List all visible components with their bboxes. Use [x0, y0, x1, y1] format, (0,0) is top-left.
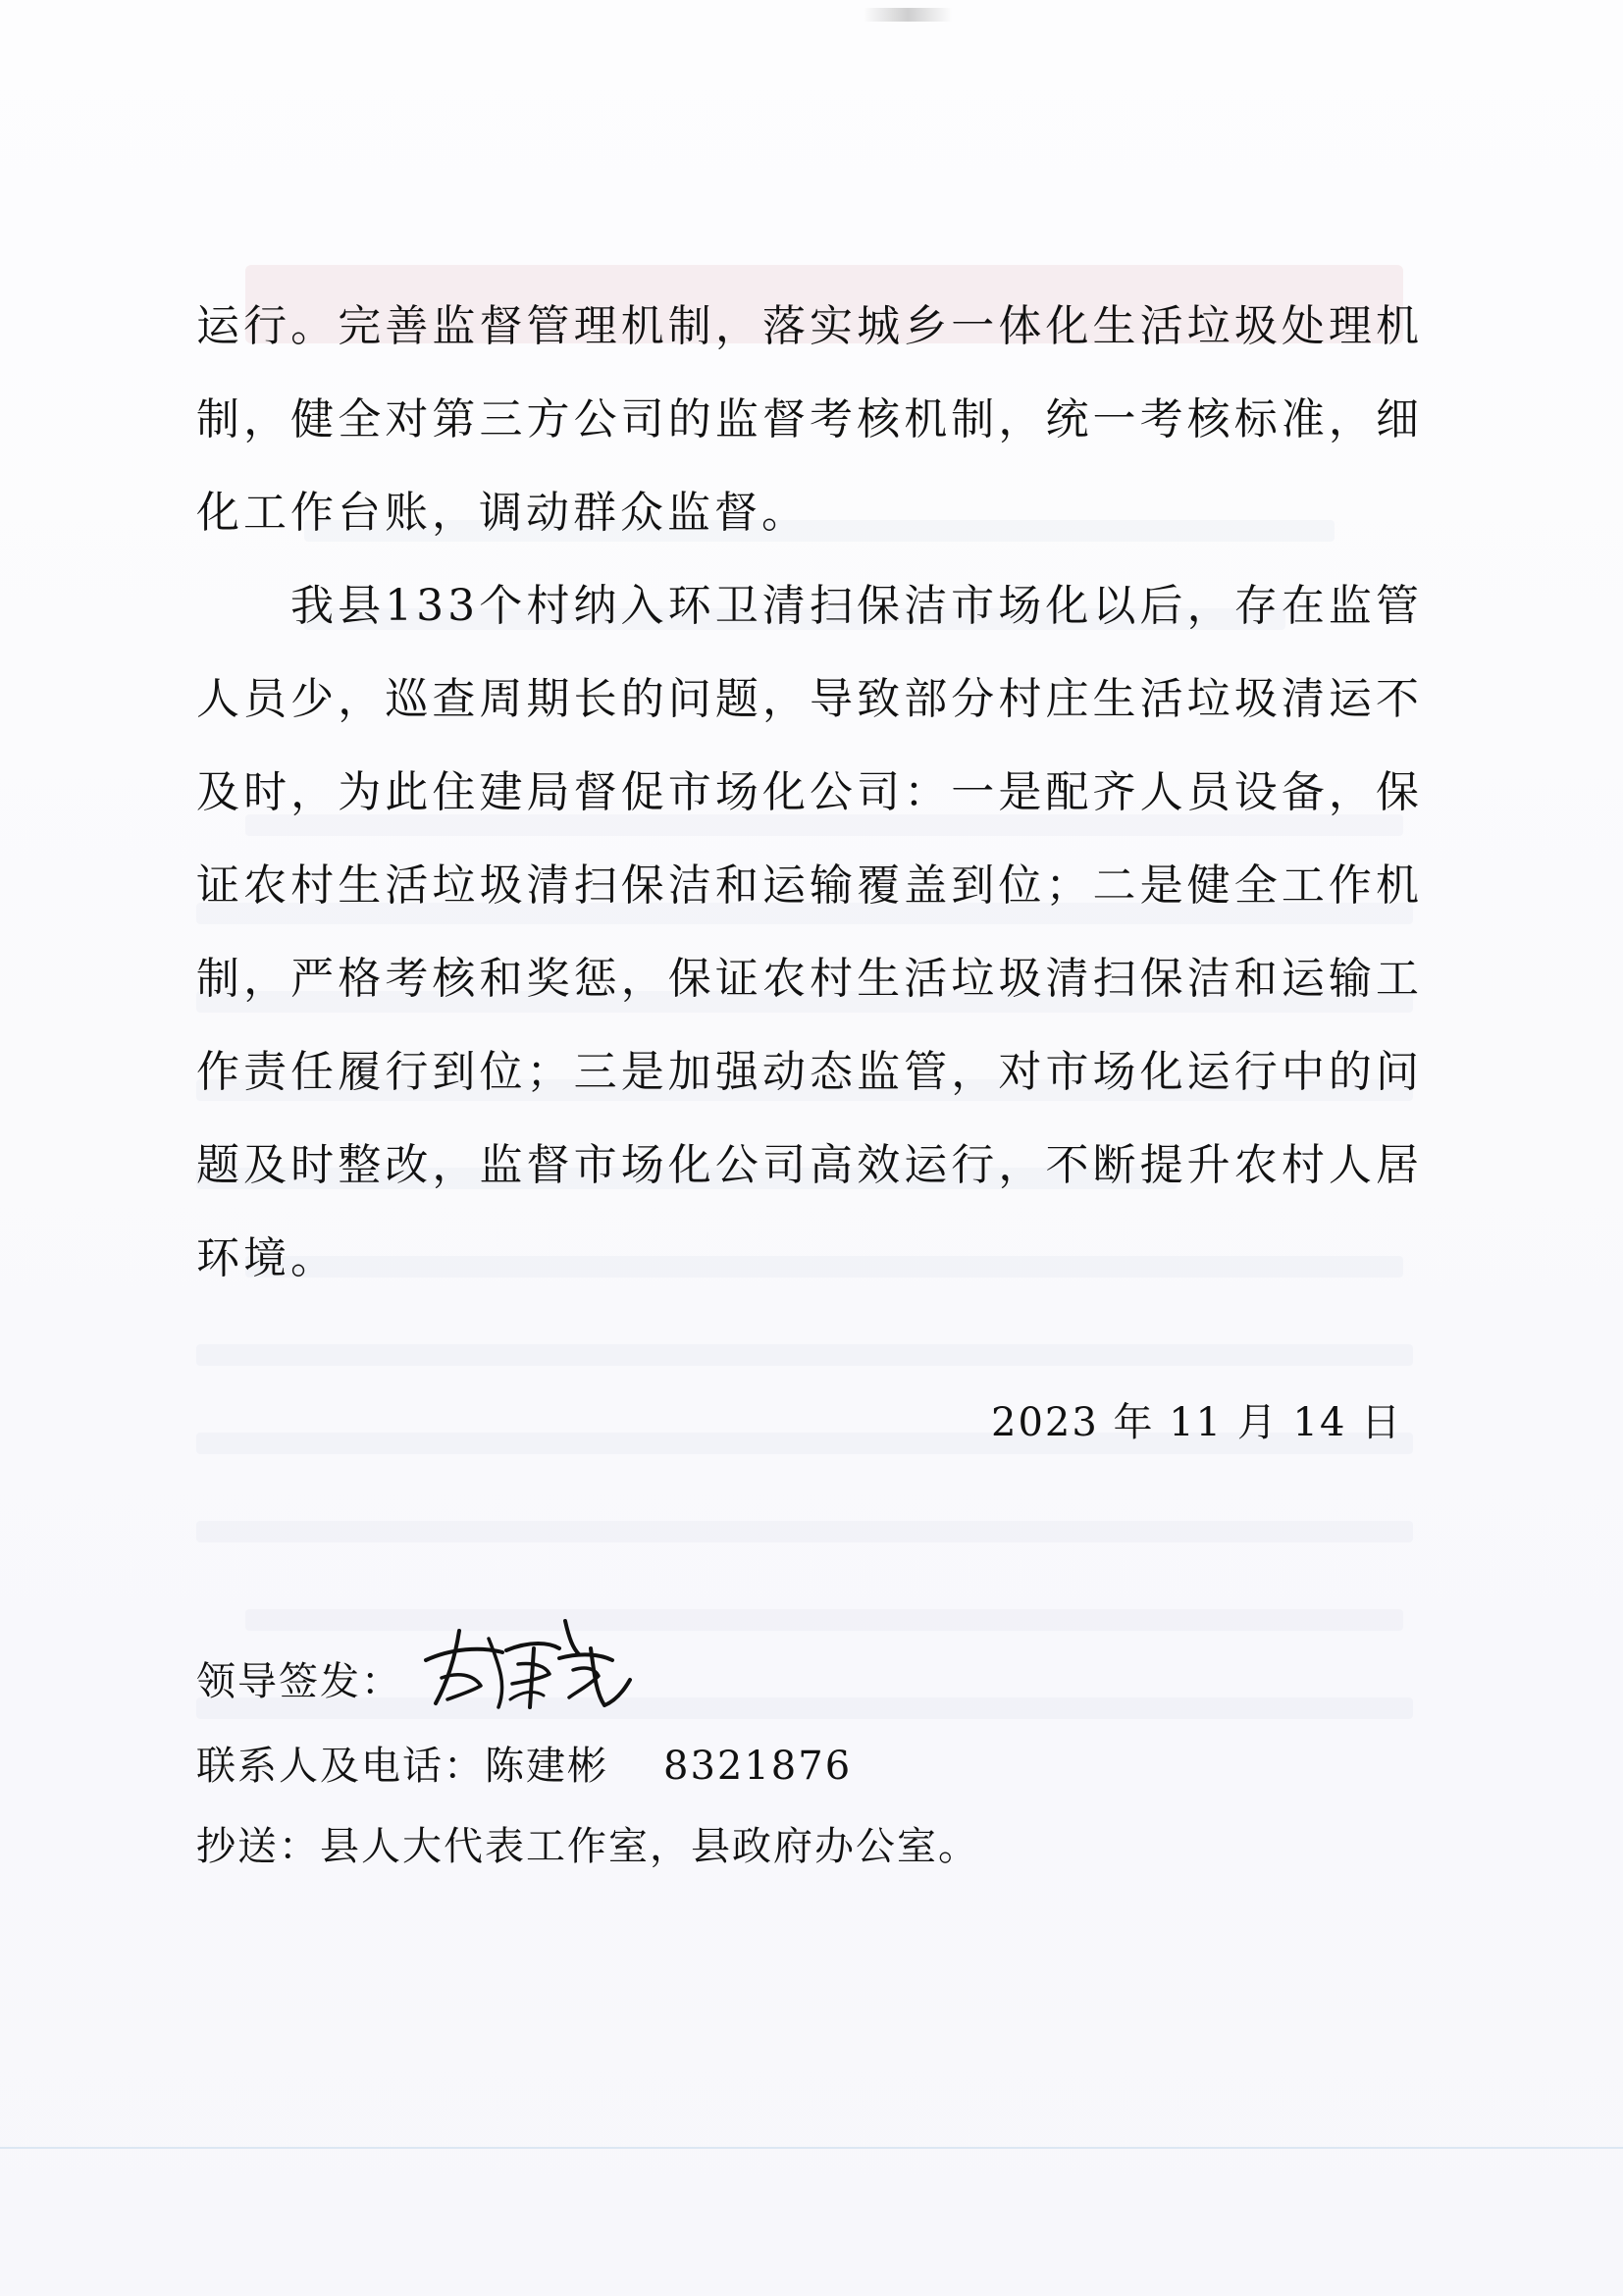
contact-row	[196, 1735, 852, 1791]
contact-phone: 8321876	[663, 1744, 853, 1789]
scan-edge-line	[0, 2147, 1623, 2149]
handwritten-signature	[412, 1609, 638, 1717]
cc-row: 抄送：县人大代表工作室，县政府办公室。	[196, 1824, 979, 1869]
paragraph-main: 我县133个村纳入环卫清扫保洁市场化以后，存在监管人员少，巡查周期长的问题，导致部分村庄生活垃圾清运不及时，为此住建局督促市场化公司：一是配齐人员设备，保证农村生活垃圾清扫保洁和运输覆盖到位；二是健全工作机制，严格考核和奖惩，保证农村生活垃圾清扫保洁和运输工作责任履行到位；三是加强动态监管，对市场化运行中的问题及时整改，监督市场化公司高效运行，不断提升农村人居环境。	[196, 581, 1423, 1283]
sign-label: 领导签发：	[196, 1659, 402, 1704]
contact-name: 陈建彬	[485, 1744, 608, 1789]
document-date: 2023 年 11 月 14 日	[991, 1400, 1403, 1445]
paragraph-continuation: 运行。完善监督管理机制，落实城乡一体化生活垃圾处理机制，健全对第三方公司的监督考核机制，统一考核标准，细化工作台账，调动群众监督。	[196, 301, 1423, 538]
scan-mark	[864, 8, 952, 22]
contact-label: 联系人及电话：	[196, 1744, 485, 1789]
document-body	[196, 280, 1423, 1305]
leader-sign-row	[196, 1650, 402, 1706]
bleed-line	[196, 1521, 1413, 1542]
bleed-line	[196, 1344, 1413, 1366]
